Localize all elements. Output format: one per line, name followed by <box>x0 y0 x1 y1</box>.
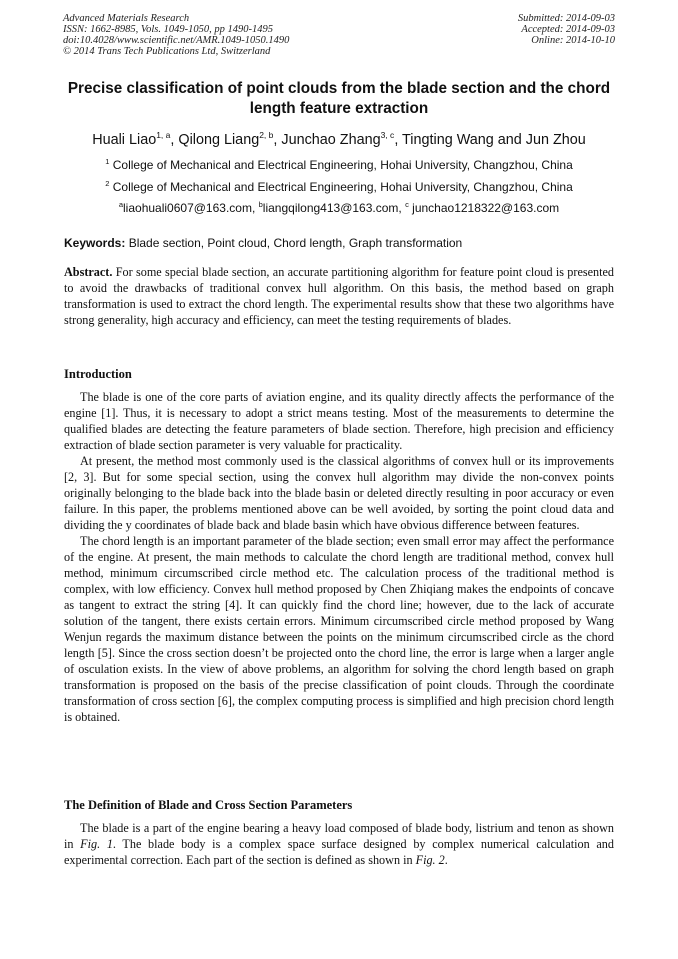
online-date: Online: 2014-10-10 <box>531 35 615 46</box>
email-address: junchao1218322@163.com <box>412 201 560 215</box>
paragraph: The chord length is an important parameter of the blade section; even small error may affect the performance of the engine. At present, the main methods to calculate the chord length are traditional method, convex hull method, minimum circumscribed circle method etc. The calculation process of the traditional method is complex, with low efficiency. Convex hull method proposed by Chen Zhiqiang makes the endpoints of concave as tangent to extract the string [4]. It can quickly find the chord line; however, due to the lack of accurate solution of the tangent, there exists certain errors. Minimum circumscribed circle method proposed by Wang Wenjun regards the maximum distance between the points on the minimum circumscribed circle as the chord length [5]. Since the cross section doesn’t be projected onto the chord line, the error is large when a larger angle of osculation exists. In the view of above problems, an algorithm for solving the chord length based on graph transformation is proposed on the basis of the precise classification of point clouds. Through the coordinate transformation of cross section [6], the complex computing process is simplified and high precision chord length is obtained. <box>64 534 614 724</box>
abstract-label: Abstract. <box>64 265 113 279</box>
figure-reference[interactable]: Fig. 1 <box>80 837 113 851</box>
keywords-text: Blade section, Point cloud, Chord length, Graph transformation <box>128 236 463 250</box>
keywords <box>64 235 616 251</box>
affiliation <box>40 157 638 173</box>
paragraph-text: . The blade body is a complex space surface designed by complex numerical calculation and experimental correction. Each part of the section is defined as shown in <box>64 837 614 867</box>
author-name: Junchao Zhang <box>281 132 381 148</box>
author-superscript: 2, b <box>259 130 274 140</box>
paragraph-text: . <box>444 853 448 867</box>
introduction-body <box>64 389 614 725</box>
email-superscript: b <box>258 200 263 209</box>
issn: ISSN: 1662-8985, Vols. 1049-1050, pp 1490-1495 <box>63 24 273 35</box>
author-separator: , Tingting Wang and Jun Zhou <box>394 132 586 148</box>
paragraph: The blade is one of the core parts of aviation engine, and its quality directly affects the performance of the engine [1]. Thus, it is necessary to adopt a strict means testing. Most of the measurements to determine the qualified blades are detecting the feature parameters of blade section. Therefore, high precision and efficiency extraction of blade section parameter is very valuable for practicality. <box>64 390 614 452</box>
doi: doi:10.4028/www.scientific.net/AMR.1049-1050.1490 <box>63 35 290 46</box>
author-list <box>30 130 648 150</box>
paragraph-text: The blade is a part of the engine bearing a heavy load composed of blade body, listrium and tenon as shown in <box>64 821 614 851</box>
section-heading: The Definition of Blade and Cross Section Parameters <box>64 798 353 812</box>
paper-title: Precise classification of point clouds from the blade section and the chord length feature extraction <box>67 80 611 117</box>
email-address: liangqilong413@163.com, <box>262 201 406 215</box>
abstract <box>64 264 614 328</box>
email-superscript: a <box>118 200 124 209</box>
copyright: © 2014 Trans Tech Publications Ltd, Switzerland <box>63 46 271 57</box>
accepted-date: Accepted: 2014-09-03 <box>521 24 615 35</box>
affiliation-number: 1 <box>105 157 110 166</box>
author-separator: , <box>170 132 179 148</box>
affiliation-text: College of Mechanical and Electrical Engineering, Hohai University, Changzhou, China <box>112 180 573 194</box>
publication-dates <box>518 13 615 46</box>
affiliation-text: College of Mechanical and Electrical Engineering, Hohai University, Changzhou, China <box>112 158 573 172</box>
email-address: liaohuali0607@163.com, <box>123 201 259 215</box>
author-name: Qilong Liang <box>178 132 260 148</box>
abstract-text: For some special blade section, an accurate partitioning algorithm for feature point cloud is presented to avoid the drawbacks of traditional convex hull algorithm. On this basis, the method based on graph transformation is used to extract the chord length. The experimental results show that these two algorithms have strong generality, high accuracy and efficiency, can meet the testing requirements of blades. <box>64 265 614 327</box>
author-superscript: 3, c <box>380 130 395 140</box>
paragraph <box>64 820 614 868</box>
keywords-label: Keywords: <box>64 236 126 250</box>
affiliation-number: 2 <box>105 179 110 188</box>
author-name: Huali Liao <box>92 132 157 148</box>
journal-name: Advanced Materials Research <box>63 13 190 24</box>
email-list <box>40 200 638 216</box>
affiliation <box>40 179 638 195</box>
definition-body <box>64 820 614 868</box>
submitted-date: Submitted: 2014-09-03 <box>517 13 615 24</box>
email-superscript: c <box>405 200 409 209</box>
section-heading: Introduction <box>64 367 132 381</box>
figure-reference[interactable]: Fig. 2 <box>415 853 445 867</box>
author-superscript: 1, a <box>156 130 171 140</box>
paragraph: At present, the method most commonly used is the classical algorithms of convex hull or its improvements [2, 3]. But for some special section, using the convex hull algorithm may divide the non-convex points originally belonging to the blade back into the blade basin or deleted directly resulting in poor accuracy or even failure. In this paper, the problems mentioned above can be well avoided, by sorting the point cloud data and dividing the y coordinates of blade back and blade basin which have obvious difference between features. <box>64 454 614 532</box>
author-separator: , <box>273 132 282 148</box>
journal-info <box>63 13 289 57</box>
